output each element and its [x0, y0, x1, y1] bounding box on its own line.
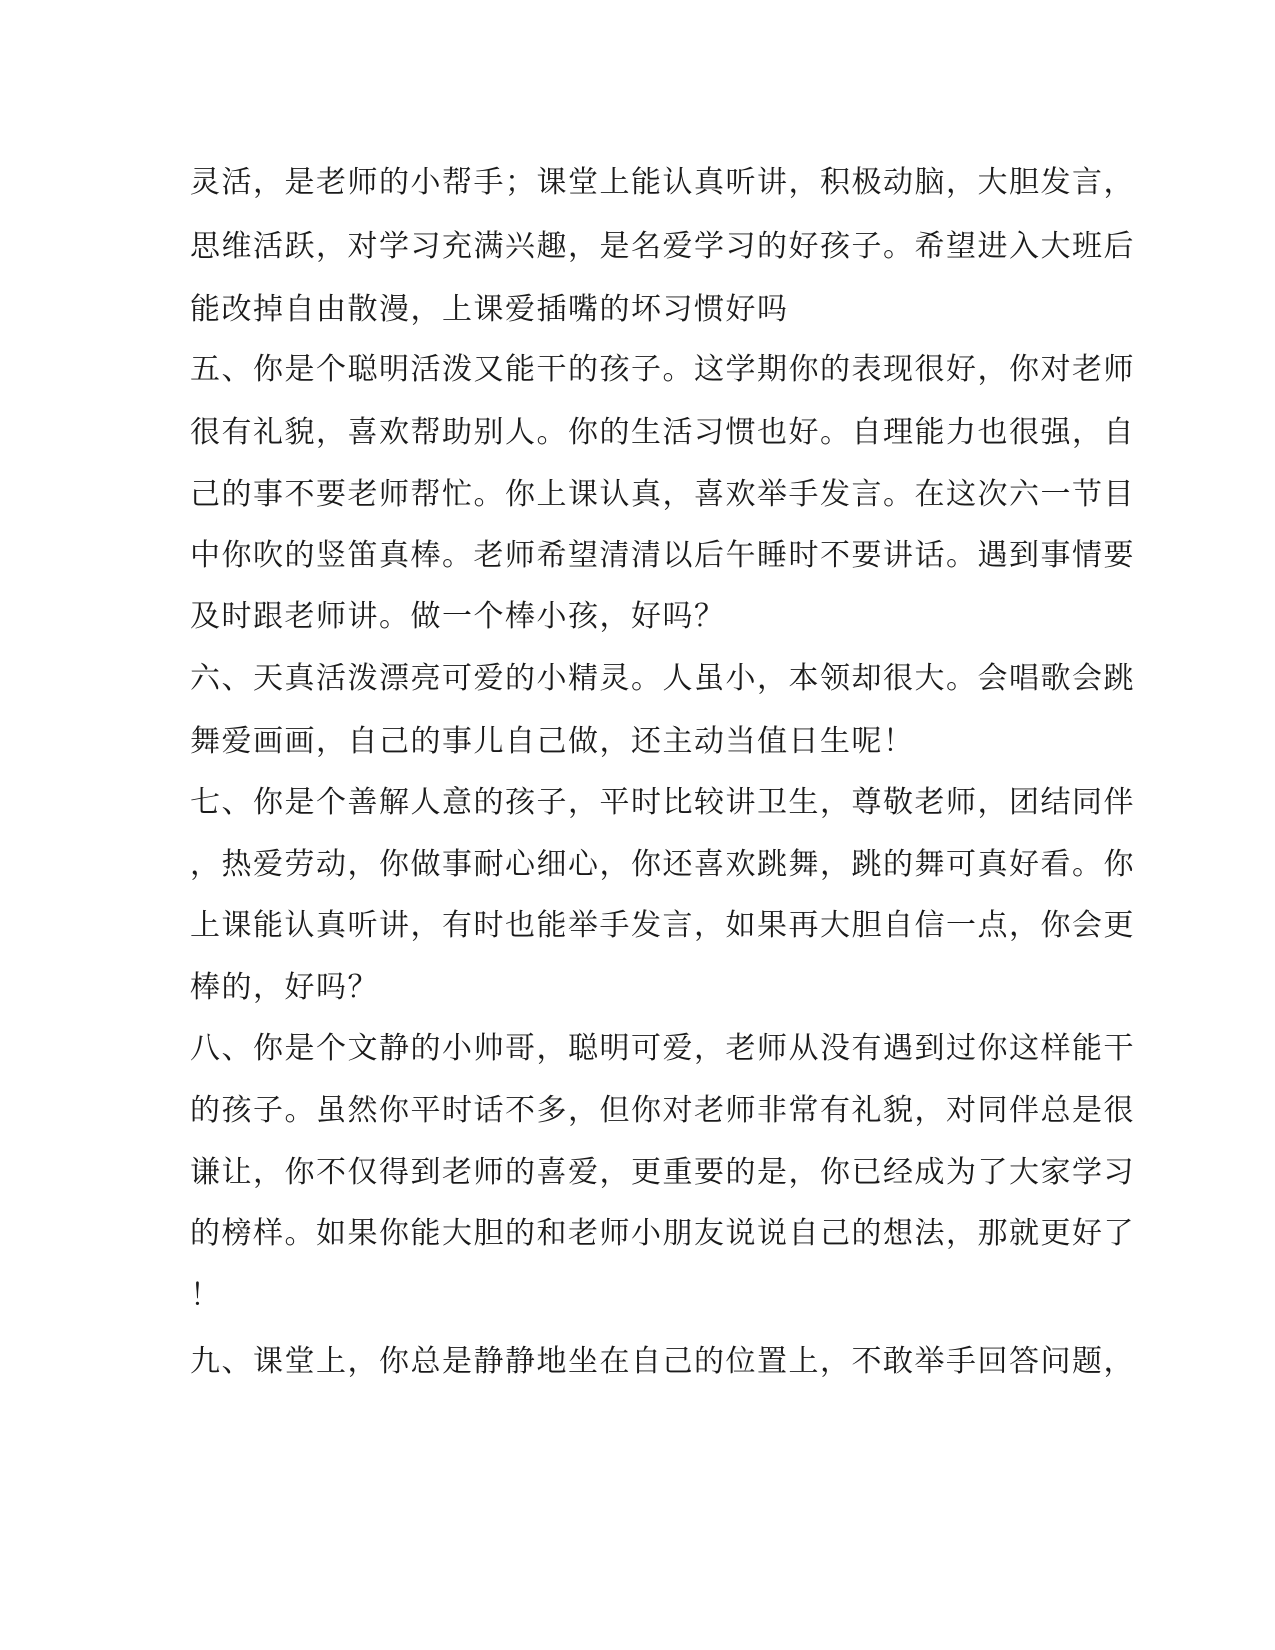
text-line: 的榜样。如果你能大胆的和老师小朋友说说自己的想法，那就更好了	[190, 1216, 1135, 1251]
text-line: 能改掉自由散漫，上课爱插嘴的坏习惯好吗	[190, 292, 789, 327]
text-line: 的孩子。虽然你平时话不多，但你对老师非常有礼貌，对同伴总是很	[190, 1093, 1135, 1128]
text-line: 八、你是个文静的小帅哥，聪明可爱，老师从没有遇到过你这样能干	[190, 1031, 1135, 1066]
text-line: 中你吹的竖笛真棒。老师希望清清以后午睡时不要讲话。遇到事情要	[190, 538, 1135, 573]
text-line: ！	[190, 1278, 222, 1313]
text-line: 灵活，是老师的小帮手；课堂上能认真听讲，积极动脑，大胆发言，	[190, 165, 1135, 200]
text-line: 思维活跃，对学习充满兴趣，是名爱学习的好孩子。希望进入大班后	[190, 229, 1135, 264]
text-line: 己的事不要老师帮忙。你上课认真，喜欢举手发言。在这次六一节目	[190, 477, 1135, 512]
text-line: 很有礼貌，喜欢帮助别人。你的生活习惯也好。自理能力也很强，自	[190, 415, 1135, 450]
text-line: 六、天真活泼漂亮可爱的小精灵。人虽小，本领却很大。会唱歌会跳	[190, 661, 1135, 696]
text-line: ，热爱劳动，你做事耐心细心，你还喜欢跳舞，跳的舞可真好看。你	[190, 847, 1135, 882]
text-line: 谦让，你不仅得到老师的喜爱，更重要的是，你已经成为了大家学习	[190, 1155, 1135, 1190]
text-line: 舞爱画画，自己的事儿自己做，还主动当值日生呢！	[190, 724, 915, 759]
text-line: 五、你是个聪明活泼又能干的孩子。这学期你的表现很好，你对老师	[190, 352, 1135, 387]
text-line: 棒的，好吗？	[190, 970, 379, 1005]
text-line: 上课能认真听讲，有时也能举手发言，如果再大胆自信一点，你会更	[190, 908, 1135, 943]
text-line: 七、你是个善解人意的孩子，平时比较讲卫生，尊敬老师，团结同伴	[190, 785, 1135, 820]
text-line: 及时跟老师讲。做一个棒小孩，好吗？	[190, 599, 726, 634]
text-line: 九、课堂上，你总是静静地坐在自己的位置上，不敢举手回答问题，	[190, 1344, 1135, 1379]
